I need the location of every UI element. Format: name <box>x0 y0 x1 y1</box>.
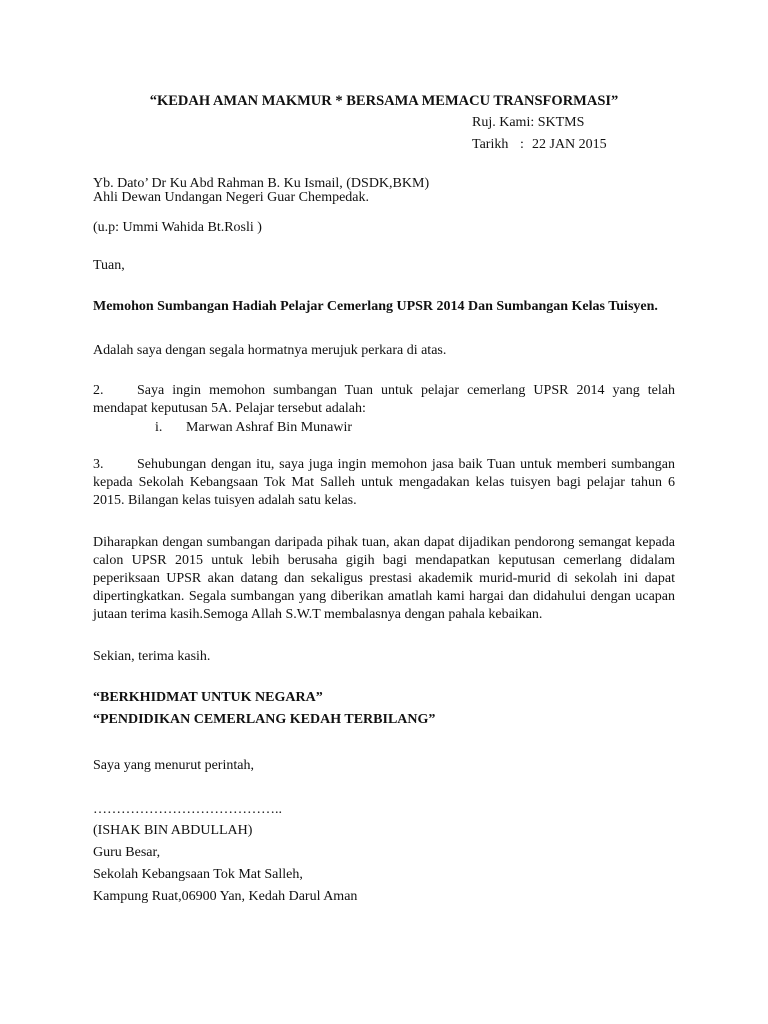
recipient-title: Ahli Dewan Undangan Negeri Guar Chempedak. <box>93 190 370 205</box>
paragraph-3 <box>93 456 675 510</box>
signatory-address: Kampung Ruat,06900 Yan, Kedah Darul Aman <box>93 889 358 904</box>
paragraph-4: Diharapkan dengan sumbangan daripada pihak tuan, akan dapat dijadikan pendorong semangat kepada calon UPSR 2015 untuk lebih berusaha gigih bagi mendapatkan keputusan cemerlang didalam peperiksaan UPSR akan datang dan sekaligus prestasi akademik murid-murid di sekolah ini dapat dipertingkatkan. Segala sumbangan yang diberikan amatlah kami hargai dan didahului dengan ucapan jutaan terima kasih.Semoga Allah S.W.T membalasnya dengan pahala kebaikan. <box>93 535 675 622</box>
signatory-school: Sekolah Kebangsaan Tok Mat Salleh, <box>93 867 303 882</box>
signatory-name: (ISHAK BIN ABDULLAH) <box>93 823 253 838</box>
paragraph-2 <box>93 382 675 418</box>
date-colon: : <box>520 137 524 152</box>
closing-line: Sekian, terima kasih. <box>93 649 211 664</box>
paragraph-3-number: 3. <box>93 457 104 472</box>
motto-heading: “KEDAH AMAN MAKMUR * BERSAMA MEMACU TRANSFORMASI” <box>149 93 619 109</box>
list-item-student: Marwan Ashraf Bin Munawir <box>186 420 353 435</box>
signature-intro: Saya yang menurut perintah, <box>93 758 254 773</box>
paragraph-2-number: 2. <box>93 383 104 398</box>
date-label: Tarikh <box>472 137 509 152</box>
paragraph-3-text: Sehubungan dengan itu, saya juga ingin memohon jasa baik Tuan untuk memberi sumbangan kepada Sekolah Kebangsaan Tok Mat Salleh untuk mengadakan kelas tuisyen bagi pelajar tahun 6 2015. Bilangan kelas tuisyen adalah satu kelas. <box>93 457 675 508</box>
slogan-2: “PENDIDIKAN CEMERLANG KEDAH TERBILANG” <box>93 712 436 727</box>
paragraph-2-text: Saya ingin memohon sumbangan Tuan untuk pelajar cemerlang UPSR 2014 yang telah mendapat keputusan 5A. Pelajar tersebut adalah: <box>93 383 675 416</box>
signature-line: ………………………………….. <box>93 802 282 817</box>
date-value: 22 JAN 2015 <box>532 137 607 152</box>
slogan-1: “BERKHIDMAT UNTUK NEGARA” <box>93 690 323 705</box>
recipient-attention: (u.p: Ummi Wahida Bt.Rosli ) <box>93 220 262 235</box>
signatory-title: Guru Besar, <box>93 845 161 860</box>
list-item-number: i. <box>155 420 163 435</box>
reference-number: Ruj. Kami: SKTMS <box>472 115 585 130</box>
subject-line: Memohon Sumbangan Hadiah Pelajar Cemerlang UPSR 2014 Dan Sumbangan Kelas Tuisyen. <box>93 299 658 314</box>
recipient-name: Yb. Dato’ Dr Ku Abd Rahman B. Ku Ismail, (DSDK,BKM) <box>93 176 430 191</box>
salutation: Tuan, <box>93 258 125 273</box>
intro-paragraph: Adalah saya dengan segala hormatnya merujuk perkara di atas. <box>93 343 447 358</box>
